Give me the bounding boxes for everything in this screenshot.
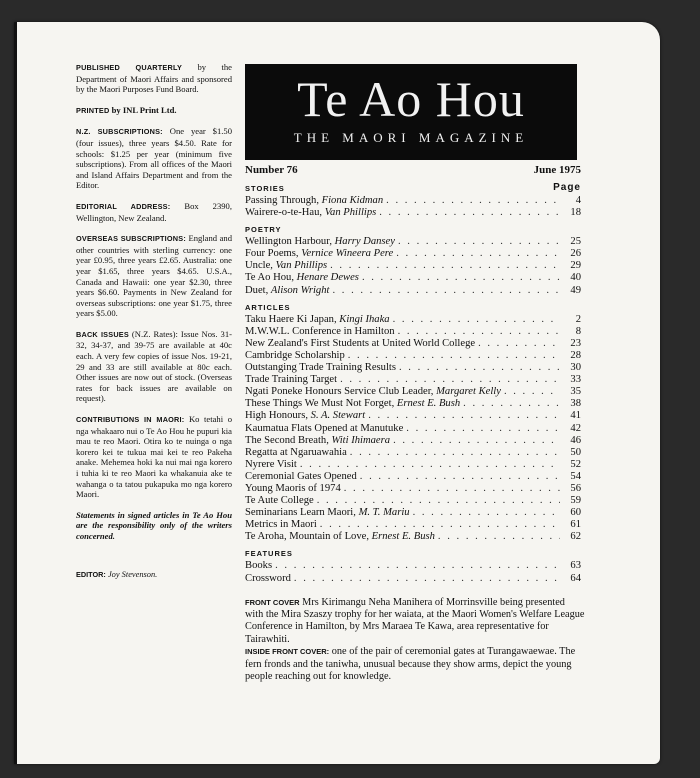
section-heading: [245, 303, 581, 312]
dot-leader: [330, 260, 560, 272]
toc-entry-page: 8: [575, 325, 581, 337]
back-issues: BACK ISSUES (N.Z. Rates): Issue Nos. 31-32, 34-37, and 39-75 are available at 40c each. A very few copies of issue Nos. 19-21, 29 and 33 are still available at 80c each. Other issues are now out of stock. (Overseas rates for back issues are available on request).: [76, 328, 232, 404]
toc-entry: [245, 447, 581, 459]
toc-entry: [245, 495, 581, 507]
toc-entry-page: 4: [575, 195, 581, 206]
toc-entry-text: [245, 314, 390, 326]
toc-entry-text: [245, 573, 291, 585]
dot-leader: [393, 314, 560, 326]
dot-leader: [300, 459, 560, 471]
section-heading-label: ARTICLES: [245, 302, 291, 312]
toc-entry-title: M.W.W.L. Conference in Hamilton: [245, 325, 395, 337]
contents-column: [245, 164, 585, 683]
dot-leader: [275, 560, 560, 572]
toc-entry-text: [245, 207, 376, 219]
toc-entry-page: 35: [570, 386, 581, 398]
toc-entry-page: 40: [570, 272, 581, 284]
toc-entry: [245, 507, 581, 519]
toc-entry-text: [245, 285, 329, 297]
toc-entry-title: Kaumatua Flats Opened at Manutuke: [245, 422, 404, 434]
toc-entry: [245, 410, 581, 422]
inside-cover-note: INSIDE FRONT COVER: one of the pair of ceremonial gates at Turangawaewae. The fern fronds and the taniwha, unusual because they show arms, depict the young people reaching out for knowledge.: [245, 646, 576, 683]
section-heading: [245, 225, 581, 234]
toc-entry-text: [245, 195, 383, 207]
toc-entry-text: [245, 350, 345, 362]
dot-leader: [463, 398, 560, 410]
toc-entry-page: 2: [575, 313, 581, 325]
toc-entry-title: Te Aute College: [245, 495, 314, 507]
toc-entry: [245, 285, 581, 297]
toc-entry-page: 61: [570, 519, 581, 531]
toc-entry-title: Ngati Poneke Honours Service Club Leader,: [245, 386, 434, 398]
toc-entry-text: [245, 326, 395, 338]
front-cover-note: FRONT COVER Mrs Kirimangu Neha Manihera of Morrinsville being presented with the Mira Szaszy trophy for her waiata, at the Maori Women's Welfare League Conference in Hamilton, by Mrs Maraea Te Kawa, area representative for Tairawhiti.: [245, 596, 585, 645]
cover-notes: [245, 597, 585, 684]
toc-entry: [245, 386, 581, 398]
dot-leader: [478, 338, 560, 350]
page-spine: [14, 22, 17, 764]
issue-number: Number 76: [245, 164, 298, 176]
toc-entry-text: [245, 386, 501, 398]
issue-date: June 1975: [533, 164, 581, 176]
toc-entry-title: Wairere-o-te-Hau,: [245, 207, 323, 219]
toc-entry-author: Ernest E. Bush: [371, 531, 435, 543]
toc-entry-title: Outstanging Trade Training Results: [245, 362, 396, 374]
toc-entry-title: Uncle,: [245, 260, 273, 272]
toc-entry-title: Cambridge Scholarship: [245, 349, 345, 361]
toc-entry-title: Regatta at Ngaruawahia: [245, 446, 347, 458]
dot-leader: [348, 350, 560, 362]
printed-note: PRINTED by INL Print Ltd.: [76, 104, 177, 115]
toc-entry-page: 49: [570, 284, 581, 296]
toc-entry-author: Vernice Wineera Pere: [301, 248, 394, 260]
nz-subscriptions: N.Z. SUBSCRIPTIONS: One year $1.50 (four issues), three years $4.50. Rate for schools: $1.25 per year (minimum five subscriptions). From all offices of the Maori and Island Affairs Department and from the Editor.: [76, 126, 232, 191]
dot-leader: [320, 519, 560, 531]
toc-entry-title: New Zealand's First Students at United World College: [245, 337, 476, 349]
toc-entry: [245, 483, 581, 495]
toc-entry-author: Alison Wright: [270, 284, 330, 296]
magazine-title: Te Ao Hou: [297, 71, 525, 127]
toc-entry-text: [245, 495, 314, 507]
toc-entry-title: Metrics in Maori: [245, 519, 317, 531]
section-heading-label: FEATURES: [245, 549, 293, 559]
dot-leader: [332, 285, 560, 297]
toc-entry-title: These Things We Must Not Forget,: [245, 398, 395, 410]
toc-entry-page: 64: [570, 572, 581, 584]
toc-entry-page: 33: [570, 374, 581, 386]
toc-entry-page: 59: [570, 495, 581, 507]
toc-entry-title: High Honours,: [245, 410, 308, 422]
toc-entry: [245, 260, 581, 272]
toc-entry-page: 60: [570, 507, 581, 519]
dot-leader: [406, 423, 560, 435]
toc-entry: [245, 248, 581, 260]
toc-entry-author: Harry Dansey: [334, 236, 395, 248]
toc-entry-title: Taku Haere Ki Japan,: [245, 313, 337, 325]
toc-entry: [245, 207, 581, 219]
toc-entry-page: 38: [570, 398, 581, 410]
toc-entry-author: Van Phillips: [324, 207, 377, 219]
toc-entry-page: 18: [570, 207, 581, 219]
dot-leader: [379, 207, 560, 219]
toc-entry-page: 46: [570, 434, 581, 446]
toc-entry: [245, 531, 581, 543]
toc-entry-page: 26: [570, 248, 581, 260]
toc-entry-title: Trade Training Target: [245, 374, 338, 386]
toc-entry-author: Margaret Kelly: [436, 386, 501, 398]
dot-leader: [350, 447, 560, 459]
toc-entry-page: 52: [570, 458, 581, 470]
toc-entry-text: [245, 374, 337, 386]
dot-leader: [360, 471, 560, 483]
toc-entry: [245, 560, 581, 572]
toc-entry-title: The Second Breath,: [245, 434, 329, 446]
toc-entry-page: 54: [570, 470, 581, 482]
editorial-address: EDITORIAL ADDRESS: Box 2390, Wellington, New Zealand.: [76, 200, 232, 223]
toc-entry: [245, 435, 581, 447]
contributions-in-maori: CONTRIBUTIONS IN MAORI: Ko tetahi o nga whakaaro nui o Te Ao Hou he pupuri kia mau te reo Maori. Otira ko te nuinga o nga korero kei te tukua mai kei te reo Pakeha anake. Mehemea hoki ka nui mai nga korero i tuhia ki te reo Maori ka whakanuia ake te wahanga o ta tatou pukapuka mo nga korero Maori.: [76, 414, 232, 500]
dot-leader: [398, 236, 560, 248]
toc-entry-title: Ceremonial Gates Opened: [245, 470, 357, 482]
toc-entry-text: [245, 531, 435, 543]
toc-entry-title: Books: [245, 560, 273, 572]
section-heading-label: STORIES: [245, 184, 285, 193]
toc-entry-page: 23: [570, 337, 581, 349]
toc-entry-title: Four Poems,: [245, 248, 299, 260]
dot-leader: [438, 531, 560, 543]
toc-entry-title: Young Maoris of 1974: [245, 482, 341, 494]
dot-leader: [344, 483, 560, 495]
toc-entry-title: Nyrere Visit: [245, 458, 297, 470]
toc-entry: [245, 314, 581, 326]
disclaimer: Statements in signed articles in Te Ao Hou are the responsibility only of the writers concerned.: [76, 509, 232, 541]
colophon: [76, 62, 232, 590]
dot-leader: [396, 248, 560, 260]
dot-leader: [393, 435, 560, 447]
toc-entry: [245, 471, 581, 483]
toc-entry-author: Van Phillips: [275, 260, 328, 272]
toc-entry-text: [245, 248, 393, 260]
toc-entry: [245, 326, 581, 338]
toc-entry-text: [245, 519, 317, 531]
toc-entry-text: [245, 435, 390, 447]
toc-entry-author: Witi Ihimaera: [331, 434, 391, 446]
dot-leader: [340, 374, 560, 386]
toc-entry: [245, 374, 581, 386]
toc-entry-title: Te Ao Hou,: [245, 272, 294, 284]
toc-entry-author: Fiona Kidman: [321, 195, 384, 206]
toc-entry-text: [245, 410, 365, 422]
toc-entry-text: [245, 447, 347, 459]
toc-entry-author: M. T. Mariu: [358, 507, 410, 519]
masthead: [245, 64, 577, 160]
toc-entry: [245, 236, 581, 248]
dot-leader: [398, 326, 560, 338]
section-heading: [245, 182, 581, 193]
toc-entry-text: [245, 507, 410, 519]
toc-entry-title: Duet,: [245, 284, 269, 296]
toc-entry: [245, 573, 581, 585]
toc-entry-page: 29: [570, 260, 581, 272]
page-column-header: Page: [553, 182, 581, 193]
toc-entry-text: [245, 272, 359, 284]
toc-entry-text: [245, 398, 460, 410]
toc-entry-page: 41: [570, 410, 581, 422]
dot-leader: [504, 386, 560, 398]
toc-entry-page: 28: [570, 349, 581, 361]
issue-line: [245, 164, 581, 176]
table-of-contents: [245, 182, 581, 585]
toc-entry-text: [245, 483, 341, 495]
dot-leader: [362, 272, 560, 284]
toc-entry: [245, 195, 581, 207]
toc-entry-text: [245, 236, 395, 248]
toc-entry-page: 25: [570, 236, 581, 248]
toc-entry-text: [245, 423, 403, 435]
toc-entry-text: [245, 338, 475, 350]
toc-entry-text: [245, 560, 272, 572]
toc-entry-title: Crossword: [245, 572, 291, 584]
toc-entry-text: [245, 260, 327, 272]
toc-entry-author: S. A. Stewart: [310, 410, 366, 422]
magazine-subtitle: THE MAORI MAGAZINE: [293, 130, 529, 145]
overseas-subscriptions: OVERSEAS SUBSCRIPTIONS: England and other countries with sterling currency: one year £0.95, three years £2.65. Australia: one year $1.65, three years $4.65. U.S.A., Canada and Hawaii: one year $2.30, three years $6.60. Payments in New Zealand for overseas subscriptions: one year $1.75, three years $5.00.: [76, 233, 232, 319]
toc-entry-page: 42: [570, 422, 581, 434]
toc-entry-page: 56: [570, 482, 581, 494]
dot-leader: [317, 495, 560, 507]
toc-entry-title: Seminarians Learn Maori,: [245, 507, 356, 519]
toc-entry-page: 62: [570, 531, 581, 543]
section-heading: [245, 549, 581, 558]
toc-entry-author: Ernest E. Bush: [396, 398, 461, 410]
toc-entry: [245, 272, 581, 284]
toc-entry-page: 50: [570, 446, 581, 458]
toc-entry: [245, 398, 581, 410]
published-note: PUBLISHED QUARTERLY by the Department of Maori Affairs and sponsored by the Maori Purposes Fund Board.: [76, 62, 232, 95]
dot-leader: [294, 573, 560, 585]
toc-entry-title: Wellington Harbour,: [245, 236, 332, 248]
dot-leader: [368, 410, 560, 422]
toc-entry-text: [245, 471, 357, 483]
toc-entry: [245, 459, 581, 471]
toc-entry-author: Henare Dewes: [296, 272, 359, 284]
toc-entry-text: [245, 459, 297, 471]
toc-entry-page: 30: [570, 362, 581, 374]
toc-entry: [245, 362, 581, 374]
dot-leader: [413, 507, 560, 519]
toc-entry: [245, 350, 581, 362]
dot-leader: [399, 362, 560, 374]
toc-entry: [245, 519, 581, 531]
toc-entry: [245, 338, 581, 350]
toc-entry-author: Kingi Ihaka: [339, 313, 390, 325]
toc-entry-text: [245, 362, 396, 374]
dot-leader: [386, 195, 560, 207]
editor-credit: EDITOR: Joy Stevenson.: [76, 569, 158, 579]
toc-entry: [245, 423, 581, 435]
toc-entry-title: Te Aroha, Mountain of Love,: [245, 531, 369, 543]
section-heading-label: POETRY: [245, 225, 282, 235]
toc-entry-title: Passing Through,: [245, 195, 319, 206]
toc-entry-page: 63: [570, 560, 581, 572]
